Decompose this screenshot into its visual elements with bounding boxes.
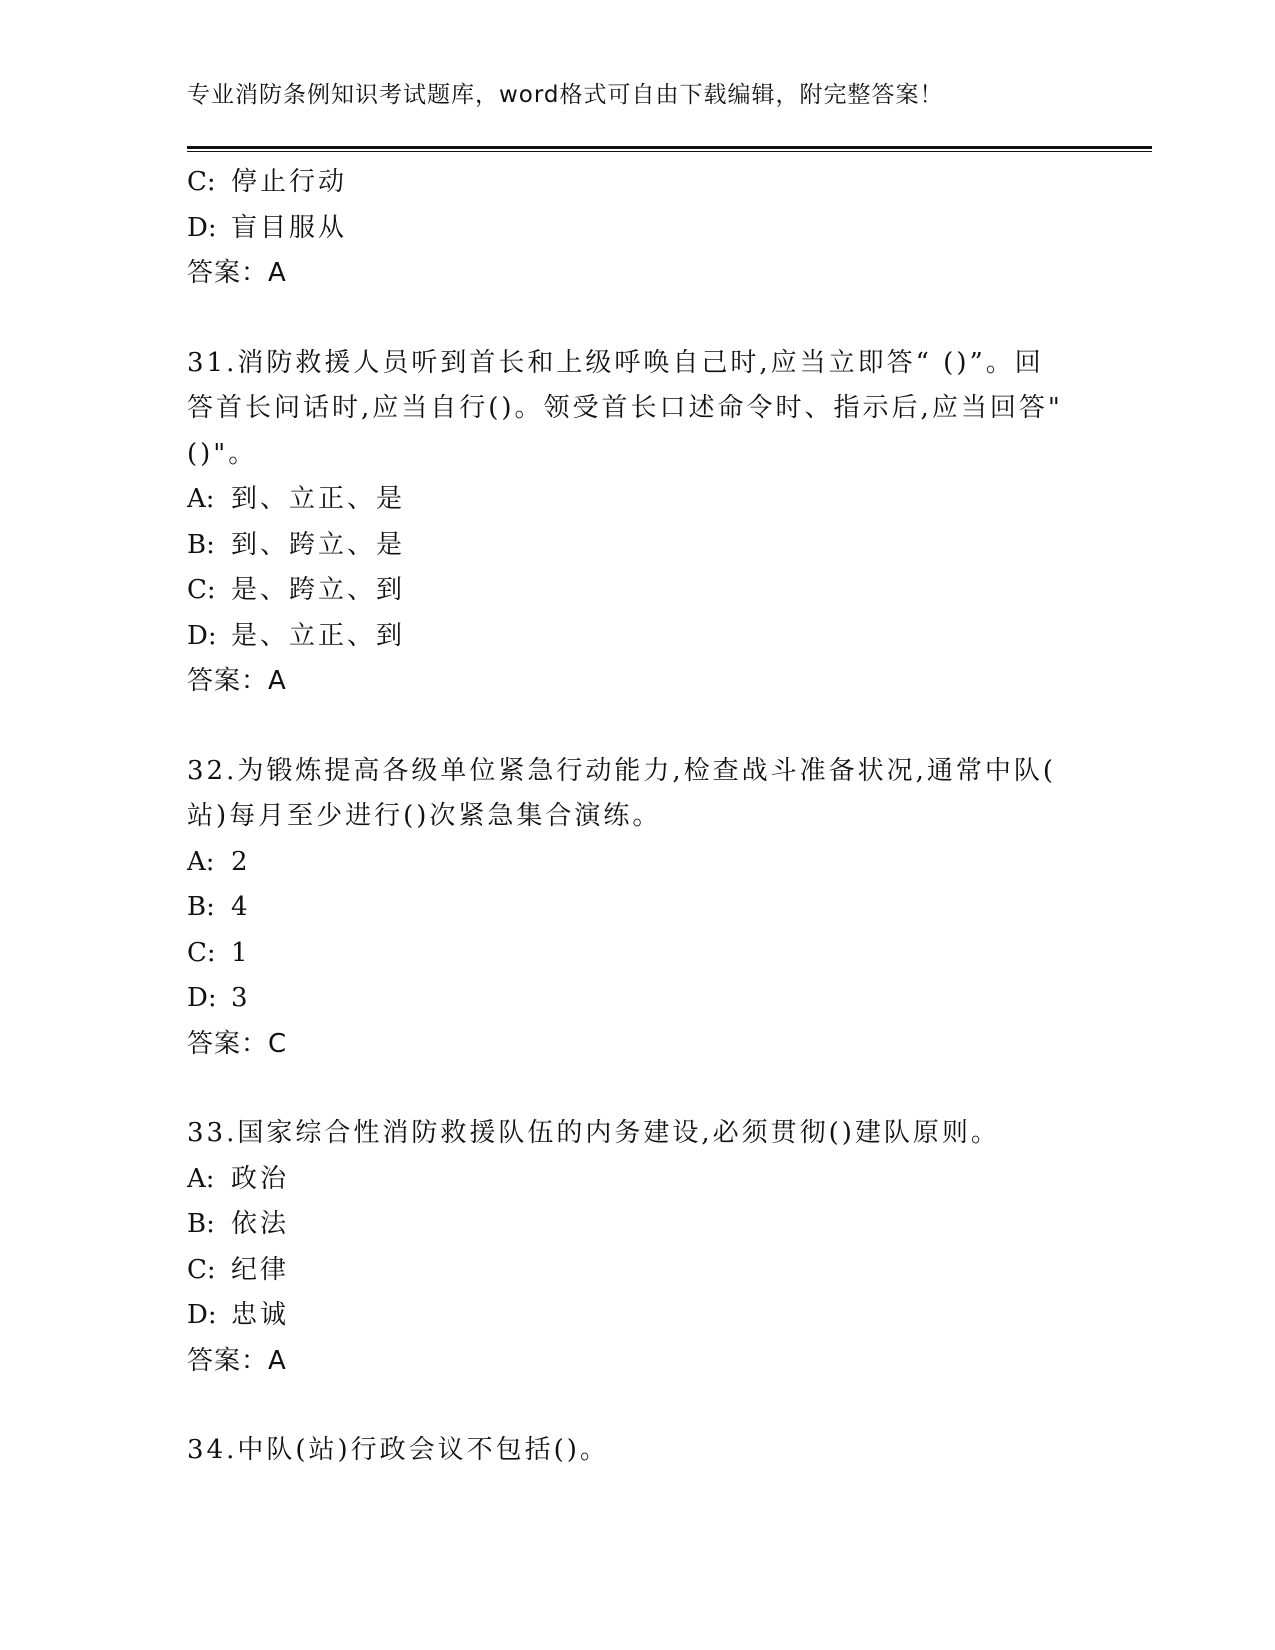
header-rule-thin (187, 151, 1152, 152)
option-c: C: 纪律 (187, 1254, 290, 1285)
prev-question (187, 160, 1087, 297)
answer: 答案：A (187, 666, 287, 696)
page-header: 专业消防条例知识考试题库，word格式可自由下载编辑，附完整答案！ (187, 82, 944, 108)
option-d: D: 是、立正、到 (187, 620, 406, 651)
question-text-line: 站)每月至少进行()次紧急集合演练。 (187, 801, 662, 831)
spacer (187, 1384, 1087, 1428)
header-rule-thick (187, 146, 1152, 149)
option-c: C: 是、跨立、到 (187, 575, 406, 605)
option-d: D: 忠诚 (187, 1300, 290, 1330)
option-d: D: 3 (187, 983, 251, 1013)
option-d: D: 盲目服从 (187, 212, 348, 243)
option-b: B: 依法 (187, 1209, 290, 1239)
option-b: B: 到、跨立、是 (187, 529, 406, 560)
answer: 答案：A (187, 258, 287, 288)
answer: 答案：A (187, 1345, 287, 1376)
question-text-line: ()"。 (187, 438, 258, 469)
option-a: A: 政治 (187, 1163, 290, 1194)
question-text-line: 34.中队(站)行政会议不包括()。 (187, 1435, 609, 1465)
question-text-line: 33.国家综合性消防救援队伍的内务建设,必须贯彻()建队原则。 (187, 1118, 1000, 1148)
question-32 (187, 749, 1087, 1068)
spacer (187, 705, 1087, 749)
question-34 (187, 1428, 1087, 1474)
content (187, 160, 1087, 1474)
question-text-line: 31.消防救援人员听到首长和上级呼唤自己时,应当立即答“ ()”。回 (187, 347, 1044, 378)
spacer (187, 297, 1087, 341)
option-a: A: 到、立正、是 (187, 484, 406, 514)
option-c: C: 停止行动 (187, 167, 348, 197)
option-a: A: 2 (187, 846, 251, 877)
option-b: B: 4 (187, 892, 251, 922)
answer: 答案：C (187, 1028, 288, 1059)
option-c: C: 1 (187, 937, 251, 968)
question-text-line: 32.为锻炼提高各级单位紧急行动能力,检查战斗准备状况,通常中队( (187, 755, 1057, 786)
question-31 (187, 341, 1087, 705)
question-text-line: 答首长问话时,应当自行()。领受首长口述命令时、指示后,应当回答" (187, 393, 1063, 423)
spacer (187, 1067, 1087, 1111)
question-33 (187, 1111, 1087, 1384)
